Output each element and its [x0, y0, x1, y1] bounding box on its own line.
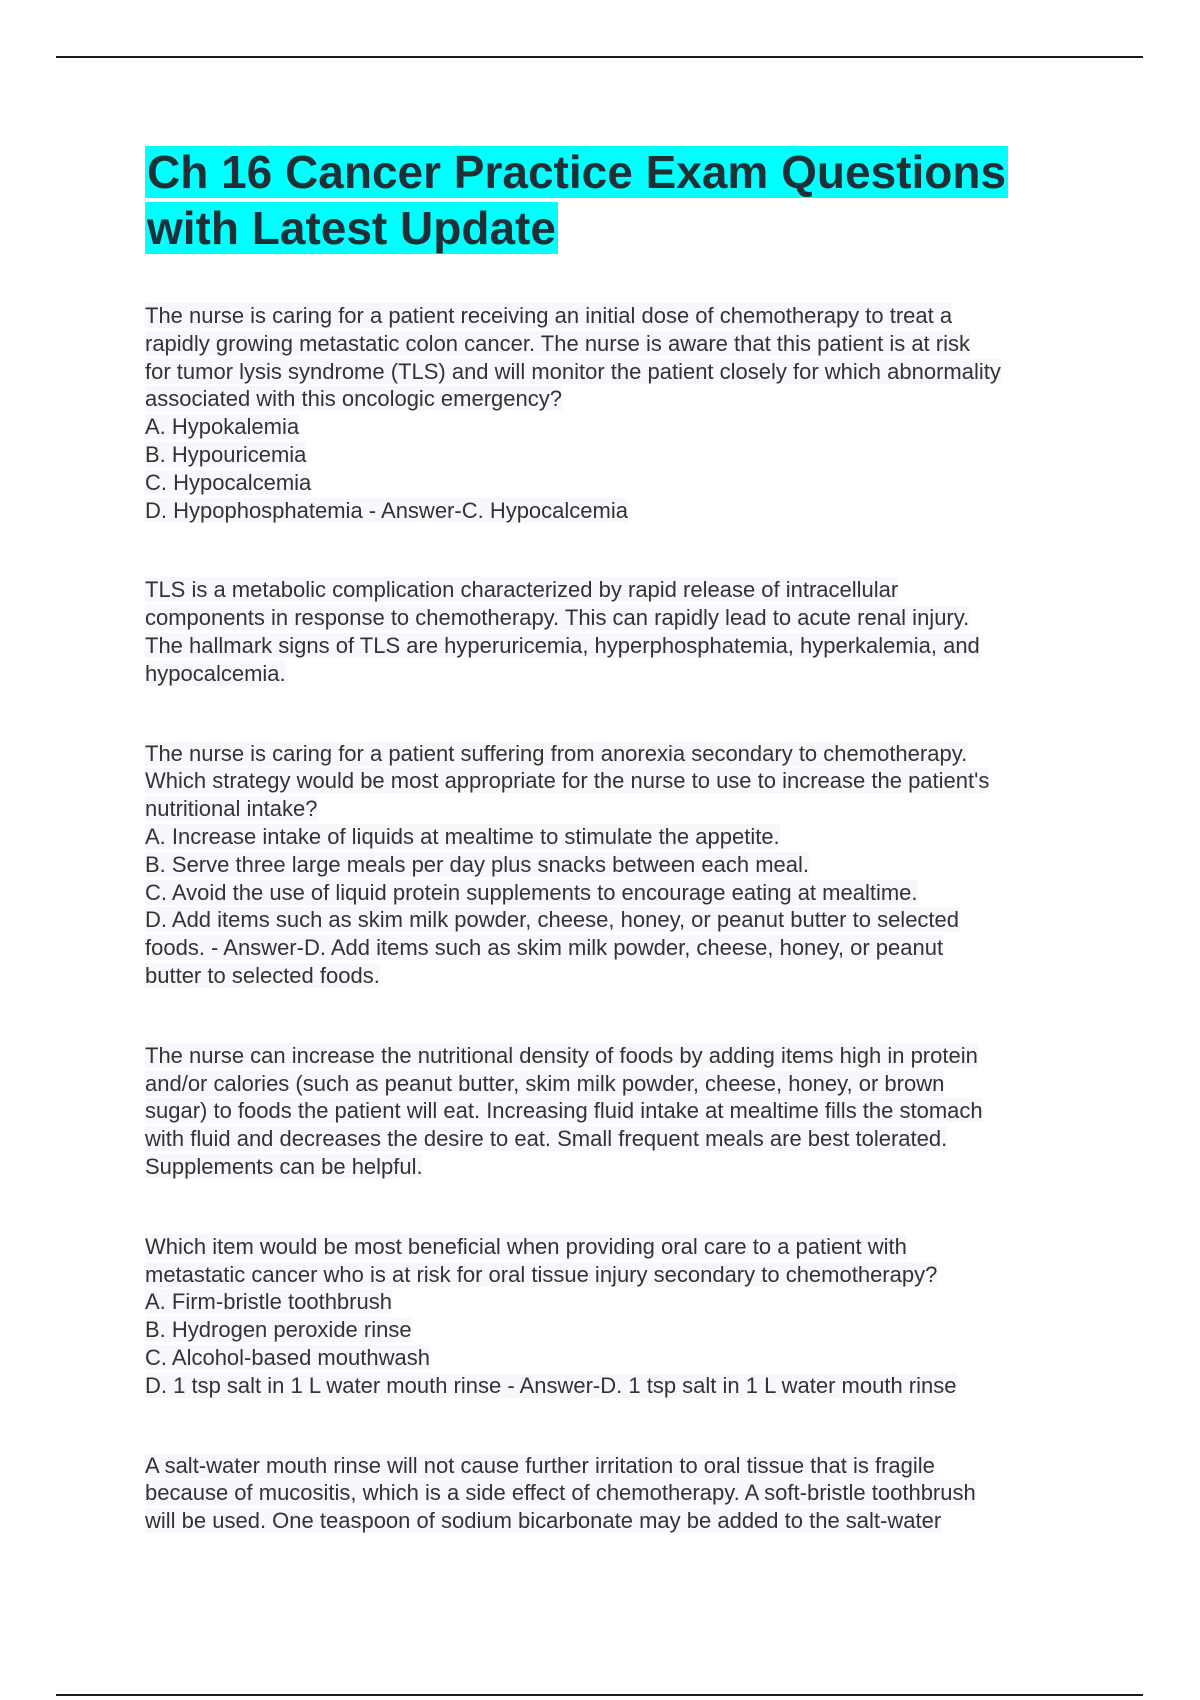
question-block [145, 302, 1090, 524]
question-line [145, 330, 1090, 358]
question-line [145, 795, 1090, 823]
line-text: C. Hypocalcemia [145, 469, 312, 495]
question-line [145, 934, 1090, 962]
line-text: D. Add items such as skim milk powder, cheese, honey, or peanut butter to selected [145, 907, 960, 933]
line-text: sugar) to foods the patient will eat. Increasing fluid intake at mealtime fills the stomach [145, 1098, 983, 1124]
rationale-line [145, 1507, 1090, 1535]
rationale-line [145, 1153, 1090, 1181]
title-line-1: Ch 16 Cancer Practice Exam Questions [147, 146, 1007, 198]
rationale-block [145, 576, 1090, 687]
rationale-line [145, 576, 1090, 604]
line-text: A. Increase intake of liquids at mealtime to stimulate the appetite. [145, 823, 780, 849]
line-text: D. 1 tsp salt in 1 L water mouth rinse - Answer-D. 1 tsp salt in 1 L water mouth rinse [145, 1372, 957, 1398]
rationale-line [145, 1097, 1090, 1125]
line-text: metastatic cancer who is at risk for oral tissue injury secondary to chemotherapy? [145, 1261, 938, 1287]
line-text: associated with this oncologic emergency? [145, 386, 563, 412]
line-text: nutritional intake? [145, 796, 318, 822]
line-text: C. Alcohol-based mouthwash [145, 1344, 430, 1370]
question-line [145, 767, 1090, 795]
line-text: butter to selected foods. [145, 962, 380, 988]
line-text: A salt-water mouth rinse will not cause further irritation to oral tissue that is fragile [145, 1452, 935, 1478]
line-text: rapidly growing metastatic colon cancer. The nurse is aware that this patient is at risk [145, 330, 970, 356]
question-line [145, 962, 1090, 990]
line-text: for tumor lysis syndrome (TLS) and will monitor the patient closely for which abnormality [145, 358, 1001, 384]
line-text: with fluid and decreases the desire to eat. Small frequent meals are best tolerated. [145, 1126, 948, 1152]
rationale-line [145, 1042, 1090, 1070]
line-text: TLS is a metabolic complication characterized by rapid release of intracellular [145, 577, 899, 603]
bottom-rule [56, 1694, 1143, 1696]
question-line [145, 879, 1090, 907]
line-text: B. Hydrogen peroxide rinse [145, 1317, 412, 1343]
title-line-2: with Latest Update [147, 202, 556, 254]
line-text: The hallmark signs of TLS are hyperuricemia, hyperphosphatemia, hyperkalemia, and [145, 632, 980, 658]
question-block [145, 1233, 1090, 1400]
line-text: hypocalcemia. [145, 660, 286, 686]
line-text: because of mucositis, which is a side effect of chemotherapy. A soft-bristle toothbrush [145, 1480, 976, 1506]
question-line [145, 1316, 1090, 1344]
rationale-line [145, 1070, 1090, 1098]
line-text: Supplements can be helpful. [145, 1153, 423, 1179]
question-line [145, 906, 1090, 934]
document-body [145, 302, 1090, 1535]
line-text: B. Hypouricemia [145, 441, 307, 467]
line-text: A. Hypokalemia [145, 414, 300, 440]
rationale-line [145, 632, 1090, 660]
top-rule [56, 56, 1143, 58]
line-text: will be used. One teaspoon of sodium bicarbonate may be added to the salt-water [145, 1508, 942, 1534]
question-line [145, 441, 1090, 469]
line-text: foods. - Answer-D. Add items such as skim milk powder, cheese, honey, or peanut [145, 935, 944, 961]
line-text: and/or calories (such as peanut butter, skim milk powder, cheese, honey, or brown [145, 1070, 945, 1096]
question-line [145, 358, 1090, 386]
line-text: B. Serve three large meals per day plus snacks between each meal. [145, 851, 810, 877]
rationale-line [145, 604, 1090, 632]
rationale-line [145, 1479, 1090, 1507]
question-line [145, 823, 1090, 851]
rationale-line [145, 660, 1090, 688]
rationale-block [145, 1452, 1090, 1535]
question-line [145, 851, 1090, 879]
question-block [145, 740, 1090, 990]
question-line [145, 1344, 1090, 1372]
line-text: Which item would be most beneficial when providing oral care to a patient with [145, 1233, 907, 1259]
line-text: C. Avoid the use of liquid protein supplements to encourage eating at mealtime. [145, 879, 918, 905]
line-text: D. Hypophosphatemia - Answer-C. Hypocalcemia [145, 497, 628, 523]
question-line [145, 497, 1090, 525]
line-text: The nurse can increase the nutritional density of foods by adding items high in protein [145, 1042, 978, 1068]
rationale-line [145, 1452, 1090, 1480]
question-line [145, 740, 1090, 768]
question-line [145, 302, 1090, 330]
question-line [145, 385, 1090, 413]
line-text: A. Firm-bristle toothbrush [145, 1289, 392, 1315]
question-line [145, 1288, 1090, 1316]
rationale-block [145, 1042, 1090, 1181]
document-title [145, 144, 1090, 256]
question-line [145, 469, 1090, 497]
line-text: components in response to chemotherapy. This can rapidly lead to acute renal injury. [145, 605, 970, 631]
line-text: The nurse is caring for a patient receiving an initial dose of chemotherapy to treat a [145, 303, 953, 328]
rationale-line [145, 1125, 1090, 1153]
question-line [145, 1261, 1090, 1289]
question-line [145, 1372, 1090, 1400]
question-line [145, 1233, 1090, 1261]
page-content [145, 144, 1090, 1535]
line-text: Which strategy would be most appropriate for the nurse to use to increase the patient's [145, 768, 990, 794]
line-text: The nurse is caring for a patient suffering from anorexia secondary to chemotherapy. [145, 740, 968, 766]
question-line [145, 413, 1090, 441]
